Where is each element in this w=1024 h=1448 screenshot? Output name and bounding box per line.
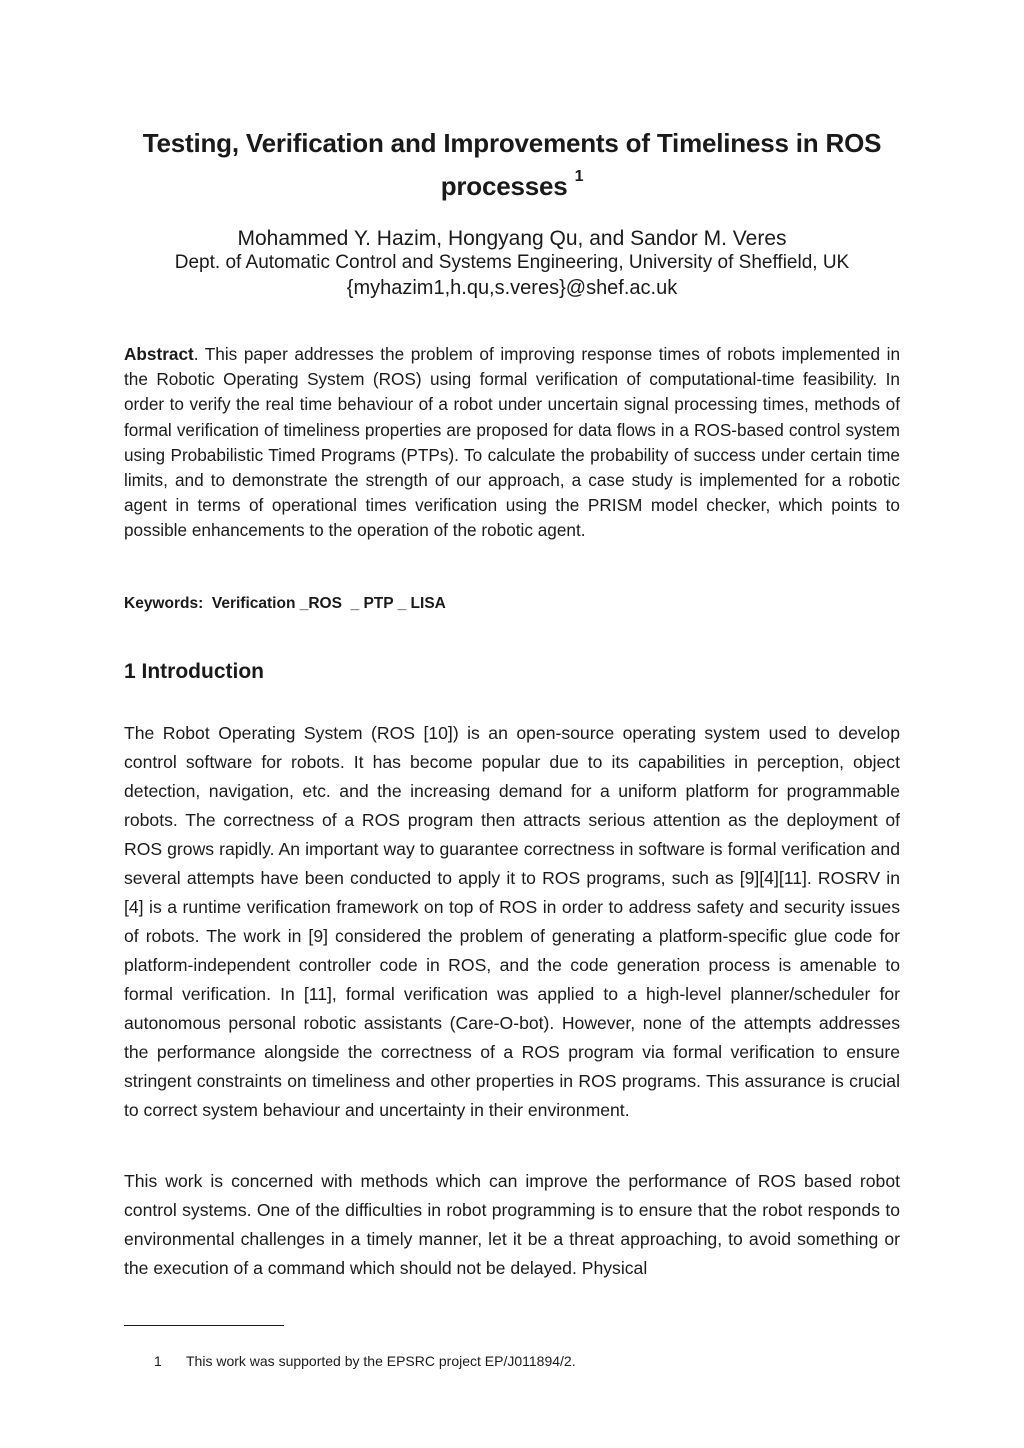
author-list: Mohammed Y. Hazim, Hongyang Qu, and Sandor M. Veres	[237, 227, 787, 250]
paper-title	[124, 122, 900, 208]
footnote-text: This work was supported by the EPSRC project EP/J011894/2.	[186, 1353, 576, 1369]
intro-paragraph-2: This work is concerned with methods which can improve the performance of ROS based robot control systems. One of the difficulties in robot programming is to ensure that the robot responds to environmental challenges in a timely manner, let it be a threat approaching, to avoid something or the execution of a command which should not be delayed. Physical	[124, 1171, 900, 1278]
footnote	[154, 1352, 576, 1370]
footnote-number: 1	[154, 1353, 162, 1369]
abstract	[124, 342, 900, 544]
abstract-text: . This paper addresses the problem of improving response times of robots implemented in the Robotic Operating System (ROS) using formal verification of computational-time feasibility. In order to verify the real time behaviour of a robot under uncertain signal processing times, methods of formal verification of timeliness properties are proposed for data flows in a ROS-based control system using Probabilistic Timed Programs (PTPs). To calculate the probability of success under certain time limits, and to demonstrate the strength of our approach, a case study is implemented for a robotic agent in terms of operational times verification using the PRISM model checker, which points to possible enhancements to the operation of the robotic agent.	[124, 344, 900, 541]
author-emails: {myhazim1,h.qu,s.veres}@shef.ac.uk	[346, 277, 678, 299]
footnote-divider	[124, 1325, 284, 1326]
abstract-label: Abstract	[124, 344, 194, 364]
keywords: Keywords: Verification _ROS _ PTP _ LISA	[124, 595, 446, 612]
section-heading-introduction: 1 Introduction	[124, 660, 264, 683]
paper-title-text: Testing, Verification and Improvements of Timeliness in ROS processes	[142, 128, 882, 201]
affiliation: Dept. of Automatic Control and Systems Engineering, University of Sheffield, UK	[174, 252, 850, 273]
title-footnote-mark: 1	[574, 168, 584, 186]
intro-paragraph-1: The Robot Operating System (ROS [10]) is an open-source operating system used to develop control software for robots. It has become popular due to its capabilities in perception, object detection, navigation, etc. and the increasing demand for a uniform platform for programmable robots. The correctness of a ROS program then attracts serious attention as the deployment of ROS grows rapidly. An important way to guarantee correctness in software is formal verification and several attempts have been conducted to apply it to ROS programs, such as [9][4][11]. ROSRV in [4] is a runtime verification framework on top of ROS in order to address safety and security issues of robots. The work in [9] considered the problem of generating a platform-specific glue code for platform-independent controller code in ROS, and the code generation process is amenable to formal verification. In [11], formal verification was applied to a high-level planner/scheduler for autonomous personal robotic assistants (Care-O-bot). However, none of the attempts addresses the performance alongside the correctness of a ROS program via formal verification to ensure stringent constraints on timeliness and other properties in ROS programs. This assurance is crucial to correct system behaviour and uncertainty in their environment.	[124, 723, 900, 1120]
